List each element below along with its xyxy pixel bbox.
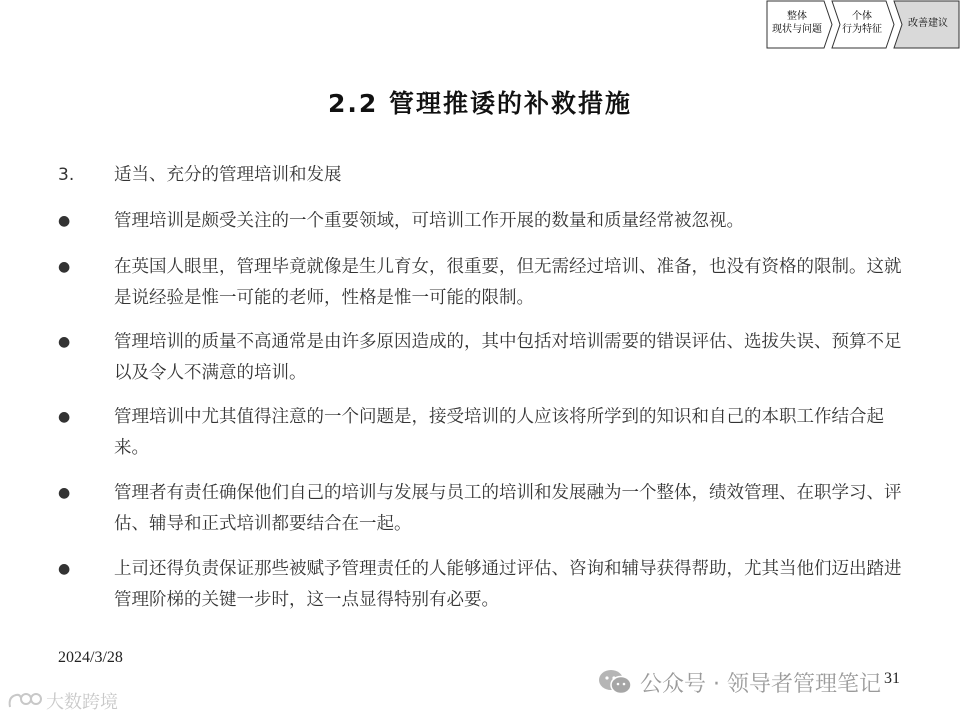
slide-title: 2.2 管理推诿的补救措施 <box>328 89 632 118</box>
bullet-icon: ● <box>58 561 71 577</box>
nav-step-1-line2: 现状与问题 <box>772 24 822 35</box>
item-text: 管理培训的质量不高通常是由许多原因造成的，其中包括对培训需要的错误评估、选拔失误、预算不足以及令人不满意的培训。 <box>114 332 902 383</box>
item-text: 适当、充分的管理培训和发展 <box>114 165 342 185</box>
watermark-text: 公众号 · 领导者管理笔记 <box>640 671 881 697</box>
wechat-icon <box>598 668 632 696</box>
nav-step-2-line1: 个体 <box>852 11 872 22</box>
nav-step-3[interactable] <box>898 17 958 30</box>
wechat-watermark <box>598 664 881 700</box>
brand-watermark <box>6 686 118 716</box>
bullet-icon: ● <box>58 334 71 350</box>
item-text: 管理者有责任确保他们自己的培训与发展与员工的培训和发展融为一个整体，绩效管理、在职学习、评估、辅导和正式培训都要结合在一起。 <box>114 483 902 534</box>
nav-step-1[interactable] <box>766 10 828 36</box>
item-text: 管理培训中尤其值得注意的一个问题是，接受培训的人应该将所学到的知识和自己的本职工作结合起来。 <box>114 407 884 458</box>
brand-logo-icon <box>6 689 42 713</box>
section-nav <box>766 0 960 49</box>
page-number: 31 <box>884 670 900 687</box>
item-text: 在英国人眼里，管理毕竟就像是生儿育女，很重要，但无需经过培训、准备，也没有资格的限制。这就是说经验是惟一可能的老师，性格是惟一可能的限制。 <box>114 257 902 308</box>
brand-text: 大数跨境 <box>46 692 118 713</box>
bullet-icon: ● <box>58 409 71 425</box>
nav-step-2-line2: 行为特征 <box>842 24 882 35</box>
bullet-icon: ● <box>58 259 71 275</box>
nav-step-2[interactable] <box>834 10 890 36</box>
slide-date: 2024/3/28 <box>58 649 123 666</box>
item-text: 管理培训是颇受关注的一个重要领域，可培训工作开展的数量和质量经常被忽视。 <box>114 211 744 231</box>
item-number: 3. <box>58 165 75 185</box>
nav-step-3-line1: 改善建议 <box>908 18 948 29</box>
bullet-icon: ● <box>58 213 71 229</box>
nav-step-1-line1: 整体 <box>787 11 807 22</box>
item-text: 上司还得负责保证那些被赋予管理责任的人能够通过评估、咨询和辅导获得帮助，尤其当他们迈出踏进管理阶梯的关键一步时，这一点显得特别有必要。 <box>114 559 902 610</box>
bullet-icon: ● <box>58 485 71 501</box>
